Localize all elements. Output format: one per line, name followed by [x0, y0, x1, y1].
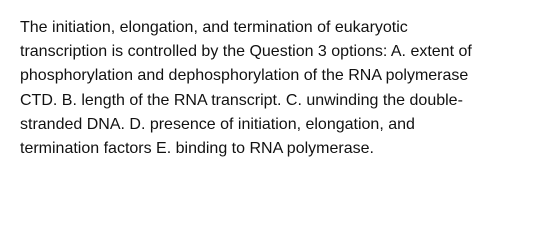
- question-line: phosphorylation and dephosphorylation of the RNA polymerase: [20, 67, 469, 85]
- question-line: CTD. B. length of the RNA transcript. C. unwinding the double-: [20, 91, 463, 109]
- question-line: stranded DNA. D. presence of initiation, elongation, and: [20, 115, 415, 133]
- question-line: termination factors E. binding to RNA polymerase.: [20, 140, 374, 158]
- question-line: transcription is controlled by the Question 3 options: A. extent of: [20, 43, 472, 61]
- question-line: The initiation, elongation, and termination of eukaryotic: [20, 19, 408, 36]
- question-text: [20, 16, 558, 161]
